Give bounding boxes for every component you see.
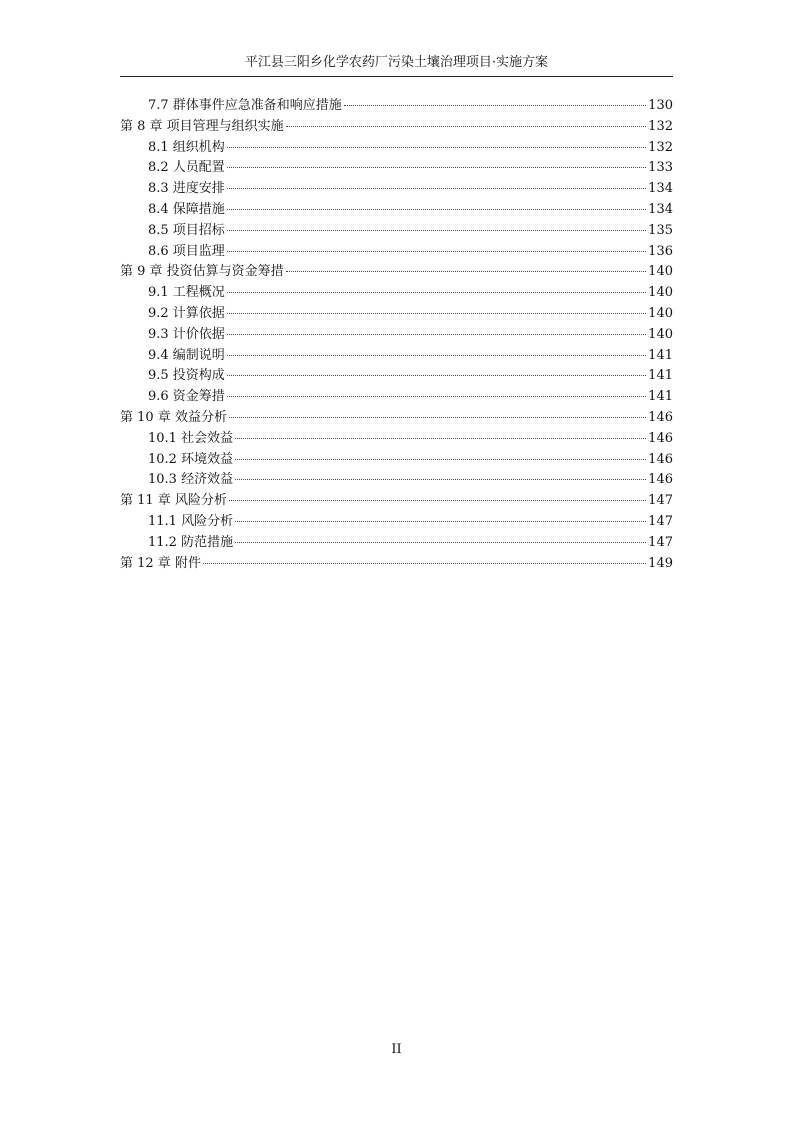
toc-entry-page: 146 bbox=[648, 409, 673, 425]
toc-entry-page: 130 bbox=[648, 98, 673, 113]
toc-entry-label: 8.5 项目招标 bbox=[148, 222, 225, 238]
toc-dot-leader bbox=[227, 334, 646, 335]
toc-entry-label: 第 12 章 附件 bbox=[120, 555, 201, 571]
toc-dot-leader bbox=[235, 479, 646, 480]
toc-dot-leader bbox=[227, 313, 646, 314]
toc-section-entry[interactable] bbox=[120, 429, 673, 450]
toc-entry-label: 9.3 计价依据 bbox=[148, 326, 225, 342]
toc-dot-leader bbox=[227, 230, 646, 231]
toc-entry-label: 11.1 风险分析 bbox=[148, 513, 234, 529]
toc-entry-label: 第 10 章 效益分析 bbox=[120, 409, 227, 425]
table-of-contents bbox=[120, 96, 673, 574]
toc-entry-label: 8.4 保障措施 bbox=[148, 201, 225, 217]
toc-dot-leader bbox=[203, 563, 646, 564]
toc-dot-leader bbox=[235, 459, 646, 460]
toc-entry-label: 8.6 项目监理 bbox=[148, 243, 225, 259]
toc-entry-page: 134 bbox=[648, 201, 673, 217]
toc-chapter-entry[interactable] bbox=[120, 262, 673, 283]
toc-dot-leader bbox=[235, 542, 646, 543]
toc-entry-page: 141 bbox=[648, 368, 673, 384]
toc-dot-leader bbox=[227, 355, 646, 356]
page-footer bbox=[0, 1042, 793, 1057]
toc-dot-leader bbox=[227, 167, 646, 168]
toc-entry-page: 133 bbox=[648, 160, 673, 176]
toc-entry-page: 136 bbox=[648, 243, 673, 259]
toc-section-entry[interactable] bbox=[120, 179, 673, 200]
toc-section-entry[interactable] bbox=[120, 366, 673, 387]
toc-dot-leader bbox=[344, 105, 646, 106]
toc-section-entry[interactable] bbox=[120, 304, 673, 325]
toc-entry-page: 132 bbox=[648, 139, 673, 155]
toc-entry-label: 9.4 编制说明 bbox=[148, 347, 225, 363]
toc-dot-leader bbox=[227, 209, 646, 210]
page-number: II bbox=[391, 1042, 402, 1057]
toc-entry-page: 141 bbox=[648, 389, 673, 405]
toc-entry-label: 第 11 章 风险分析 bbox=[120, 493, 227, 509]
toc-entry-label: 10.1 社会效益 bbox=[148, 430, 234, 446]
toc-chapter-entry[interactable] bbox=[120, 117, 673, 138]
toc-section-entry[interactable] bbox=[120, 283, 673, 304]
toc-entry-page: 146 bbox=[648, 472, 673, 488]
toc-dot-leader bbox=[229, 417, 646, 418]
toc-section-entry[interactable] bbox=[120, 325, 673, 346]
toc-dot-leader bbox=[227, 375, 646, 376]
toc-entry-page: 140 bbox=[648, 326, 673, 342]
toc-entry-page: 134 bbox=[648, 181, 673, 197]
toc-section-entry[interactable] bbox=[120, 387, 673, 408]
toc-dot-leader bbox=[227, 396, 646, 397]
toc-entry-label: 9.5 投资构成 bbox=[148, 368, 225, 384]
toc-entry-label: 10.3 经济效益 bbox=[148, 472, 234, 488]
toc-entry-page: 140 bbox=[648, 305, 673, 321]
toc-section-entry[interactable] bbox=[120, 158, 673, 179]
toc-dot-leader bbox=[286, 271, 647, 272]
header-title: 平江县三阳乡化学农药厂污染土壤治理项目·实施方案 bbox=[244, 55, 549, 70]
toc-section-entry[interactable] bbox=[120, 346, 673, 367]
toc-dot-leader bbox=[229, 500, 646, 501]
toc-entry-page: 141 bbox=[648, 347, 673, 363]
toc-entry-page: 132 bbox=[648, 118, 673, 134]
toc-entry-page: 149 bbox=[648, 555, 673, 571]
toc-section-entry[interactable] bbox=[120, 533, 673, 554]
toc-entry-page: 146 bbox=[648, 430, 673, 446]
toc-entry-label: 8.1 组织机构 bbox=[148, 139, 225, 155]
toc-entry-label: 8.2 人员配置 bbox=[148, 160, 225, 176]
toc-dot-leader bbox=[235, 521, 646, 522]
toc-entry-label: 8.3 进度安排 bbox=[148, 181, 225, 197]
toc-dot-leader bbox=[235, 438, 646, 439]
toc-chapter-entry[interactable] bbox=[120, 408, 673, 429]
toc-chapter-entry[interactable] bbox=[120, 491, 673, 512]
toc-entry-page: 147 bbox=[648, 534, 673, 550]
toc-entry-label: 10.2 环境效益 bbox=[148, 451, 234, 467]
toc-entry-label: 9.6 资金筹措 bbox=[148, 389, 225, 405]
toc-section-entry[interactable] bbox=[120, 138, 673, 159]
toc-entry-label: 第 8 章 项目管理与组织实施 bbox=[120, 118, 284, 134]
toc-dot-leader bbox=[227, 292, 646, 293]
toc-section-entry[interactable] bbox=[120, 200, 673, 221]
toc-chapter-entry[interactable] bbox=[120, 554, 673, 575]
toc-section-entry[interactable] bbox=[120, 221, 673, 242]
toc-entry-page: 135 bbox=[648, 222, 673, 238]
toc-entry-label: 11.2 防范措施 bbox=[148, 534, 234, 550]
page-header bbox=[120, 55, 673, 71]
toc-dot-leader bbox=[286, 126, 647, 127]
toc-entry-page: 146 bbox=[648, 451, 673, 467]
toc-dot-leader bbox=[227, 188, 646, 189]
toc-section-entry[interactable] bbox=[120, 96, 673, 117]
toc-dot-leader bbox=[227, 251, 646, 252]
toc-entry-label: 9.1 工程概况 bbox=[148, 285, 225, 301]
toc-entry-page: 140 bbox=[648, 285, 673, 301]
toc-entry-label: 9.2 计算依据 bbox=[148, 305, 225, 321]
toc-dot-leader bbox=[227, 147, 646, 148]
toc-entry-page: 140 bbox=[648, 264, 673, 280]
toc-section-entry[interactable] bbox=[120, 242, 673, 263]
toc-entry-page: 147 bbox=[648, 513, 673, 529]
header-rule bbox=[120, 76, 673, 77]
toc-entry-page: 147 bbox=[648, 493, 673, 509]
toc-entry-label: 7.7 群体事件应急准备和响应措施 bbox=[148, 98, 342, 113]
toc-section-entry[interactable] bbox=[120, 450, 673, 471]
toc-section-entry[interactable] bbox=[120, 512, 673, 533]
toc-entry-label: 第 9 章 投资估算与资金筹措 bbox=[120, 264, 284, 280]
toc-section-entry[interactable] bbox=[120, 470, 673, 491]
